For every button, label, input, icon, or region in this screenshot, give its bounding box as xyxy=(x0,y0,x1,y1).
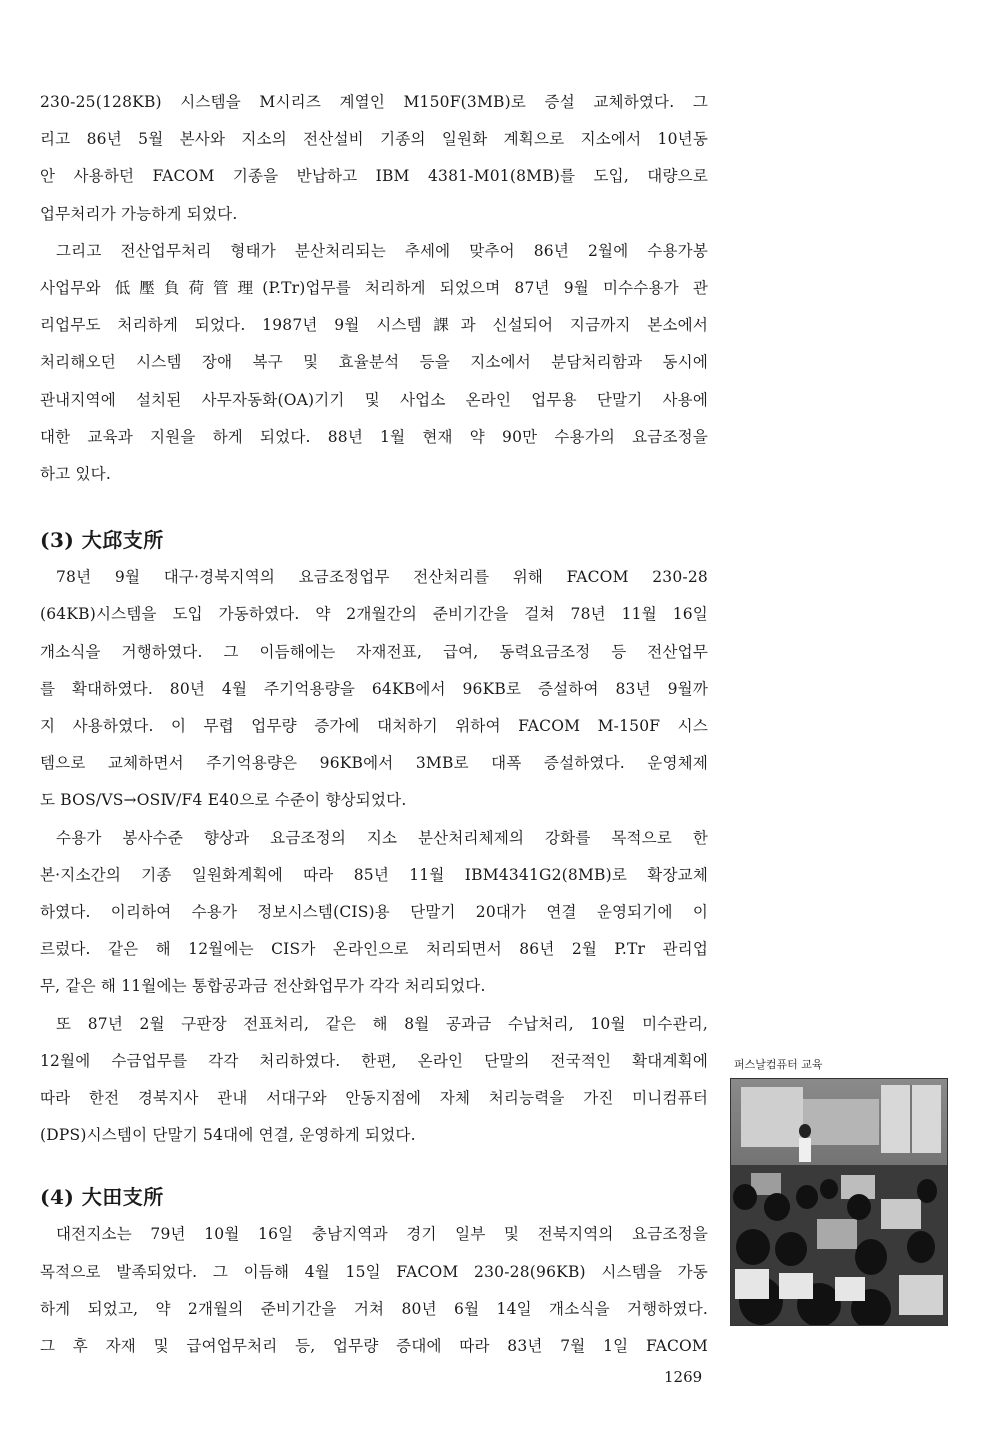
text-line: (DPS)시스템이 단말기 54대에 연결, 운영하게 되었다. xyxy=(40,1126,416,1145)
paragraph xyxy=(40,1006,708,1155)
text-line: 무, 같은 해 11월에는 통합공과금 전산화업무가 각각 처리되었다. xyxy=(40,977,486,996)
text-line: 르렀다. 같은 해 12월에는 CIS가 온라인으로 처리되면서 86년 2월 P.Tr 관리업 xyxy=(40,940,708,959)
text-line: 본·지소간의 기종 일원화계획에 따라 85년 11월 IBM4341G2(8MB)로 확장교체 xyxy=(40,865,708,884)
paragraph xyxy=(40,1216,708,1365)
text-line: 안 사용하던 FACOM 기종을 반납하고 IBM 4381-M01(8MB)를 도입, 대량으로 xyxy=(40,167,708,186)
paragraph xyxy=(40,84,708,233)
paragraph xyxy=(40,233,708,493)
text-line: 대한 교육과 지원을 하게 되었다. 88년 1월 현재 약 90만 수용가의 요금조정을 xyxy=(40,427,708,446)
classroom-photo xyxy=(730,1078,948,1326)
text-line: 하고 있다. xyxy=(40,465,111,484)
text-line: 그리고 전산업무처리 형태가 분산처리되는 추세에 맞추어 86년 2월에 수용가봉 xyxy=(56,241,708,260)
text-line: 를 확대하였다. 80년 4월 주기억용량을 64KB에서 96KB로 증설하여 83년 9월까 xyxy=(40,679,708,698)
body-column xyxy=(40,84,708,1365)
text-line: 12월에 수금업무를 각각 처리하였다. 한편, 온라인 단말의 전국적인 확대계획에 xyxy=(40,1051,708,1070)
section-heading-daejeon: (4) 大田支所 xyxy=(40,1185,164,1210)
text-line: (64KB)시스템을 도입 가동하였다. 약 2개월간의 준비기간을 걸쳐 78년 11월 16일 xyxy=(40,605,708,624)
photo-caption: 퍼스날컴퓨터 교육 xyxy=(734,1058,823,1071)
text-line: 사업무와 低壓負荷管理(P.Tr)업무를 처리하게 되었으며 87년 9월 미수수용가 관 xyxy=(40,279,708,298)
text-line: 또 87년 2월 구판장 전표처리, 같은 해 8월 공과금 수납처리, 10월 미수관리, xyxy=(56,1014,708,1033)
page-number: 1269 xyxy=(664,1368,703,1386)
text-line: 도 BOS/VS→OSⅣ/F4 E40으로 수준이 향상되었다. xyxy=(40,791,407,810)
text-line: 그 후 자재 및 급여업무처리 등, 업무량 증대에 따라 83년 7월 1일 FACOM xyxy=(40,1337,708,1356)
section-heading-daegu: (3) 大邱支所 xyxy=(40,528,164,553)
text-line: 리업무도 처리하게 되었다. 1987년 9월 시스템課과 신설되어 지금까지 본소에서 xyxy=(40,316,708,335)
text-line: 78년 9월 대구·경북지역의 요금조정업무 전산처리를 위해 FACOM 230-28 xyxy=(56,568,708,587)
paragraph xyxy=(40,559,708,819)
text-line: 템으로 교체하면서 주기억용량은 96KB에서 3MB로 대폭 증설하였다. 운영체제 xyxy=(40,754,708,773)
text-line: 리고 86년 5월 본사와 지소의 전산설비 기종의 일원화 계획으로 지소에서 10년동 xyxy=(40,130,708,149)
text-line: 하였다. 이리하여 수용가 정보시스템(CIS)용 단말기 20대가 연결 운영되기에 이 xyxy=(40,903,708,922)
text-line: 하게 되었고, 약 2개월의 준비기간을 거쳐 80년 6월 14일 개소식을 거행하였다. xyxy=(40,1299,708,1318)
text-line: 230-25(128KB) 시스템을 M시리즈 계열인 M150F(3MB)로 증설 교체하였다. 그 xyxy=(40,93,708,111)
text-line: 지 사용하였다. 이 무렵 업무량 증가에 대처하기 위하여 FACOM M-150F 시스 xyxy=(40,717,708,736)
text-line: 수용가 봉사수준 향상과 요금조정의 지소 분산처리체제의 강화를 목적으로 한 xyxy=(56,828,708,847)
text-line: 관내지역에 설치된 사무자동화(OA)기기 및 사업소 온라인 업무용 단말기 사용에 xyxy=(40,390,708,409)
text-line: 처리해오던 시스템 장애 복구 및 효율분석 등을 지소에서 분담처리함과 동시에 xyxy=(40,353,708,372)
text-line: 업무처리가 가능하게 되었다. xyxy=(40,204,238,223)
text-line: 개소식을 거행하였다. 그 이듬해에는 자재전표, 급여, 동력요금조정 등 전산업무 xyxy=(40,642,708,661)
text-line: 따라 한전 경북지사 관내 서대구와 안동지점에 자체 처리능력을 가진 미니컴퓨터 xyxy=(40,1089,708,1108)
text-line: 대전지소는 79년 10월 16일 충남지역과 경기 일부 및 전북지역의 요금조정을 xyxy=(56,1225,708,1244)
text-line: 목적으로 발족되었다. 그 이듬해 4월 15일 FACOM 230-28(96KB) 시스템을 가동 xyxy=(40,1262,708,1281)
paragraph xyxy=(40,820,708,1006)
